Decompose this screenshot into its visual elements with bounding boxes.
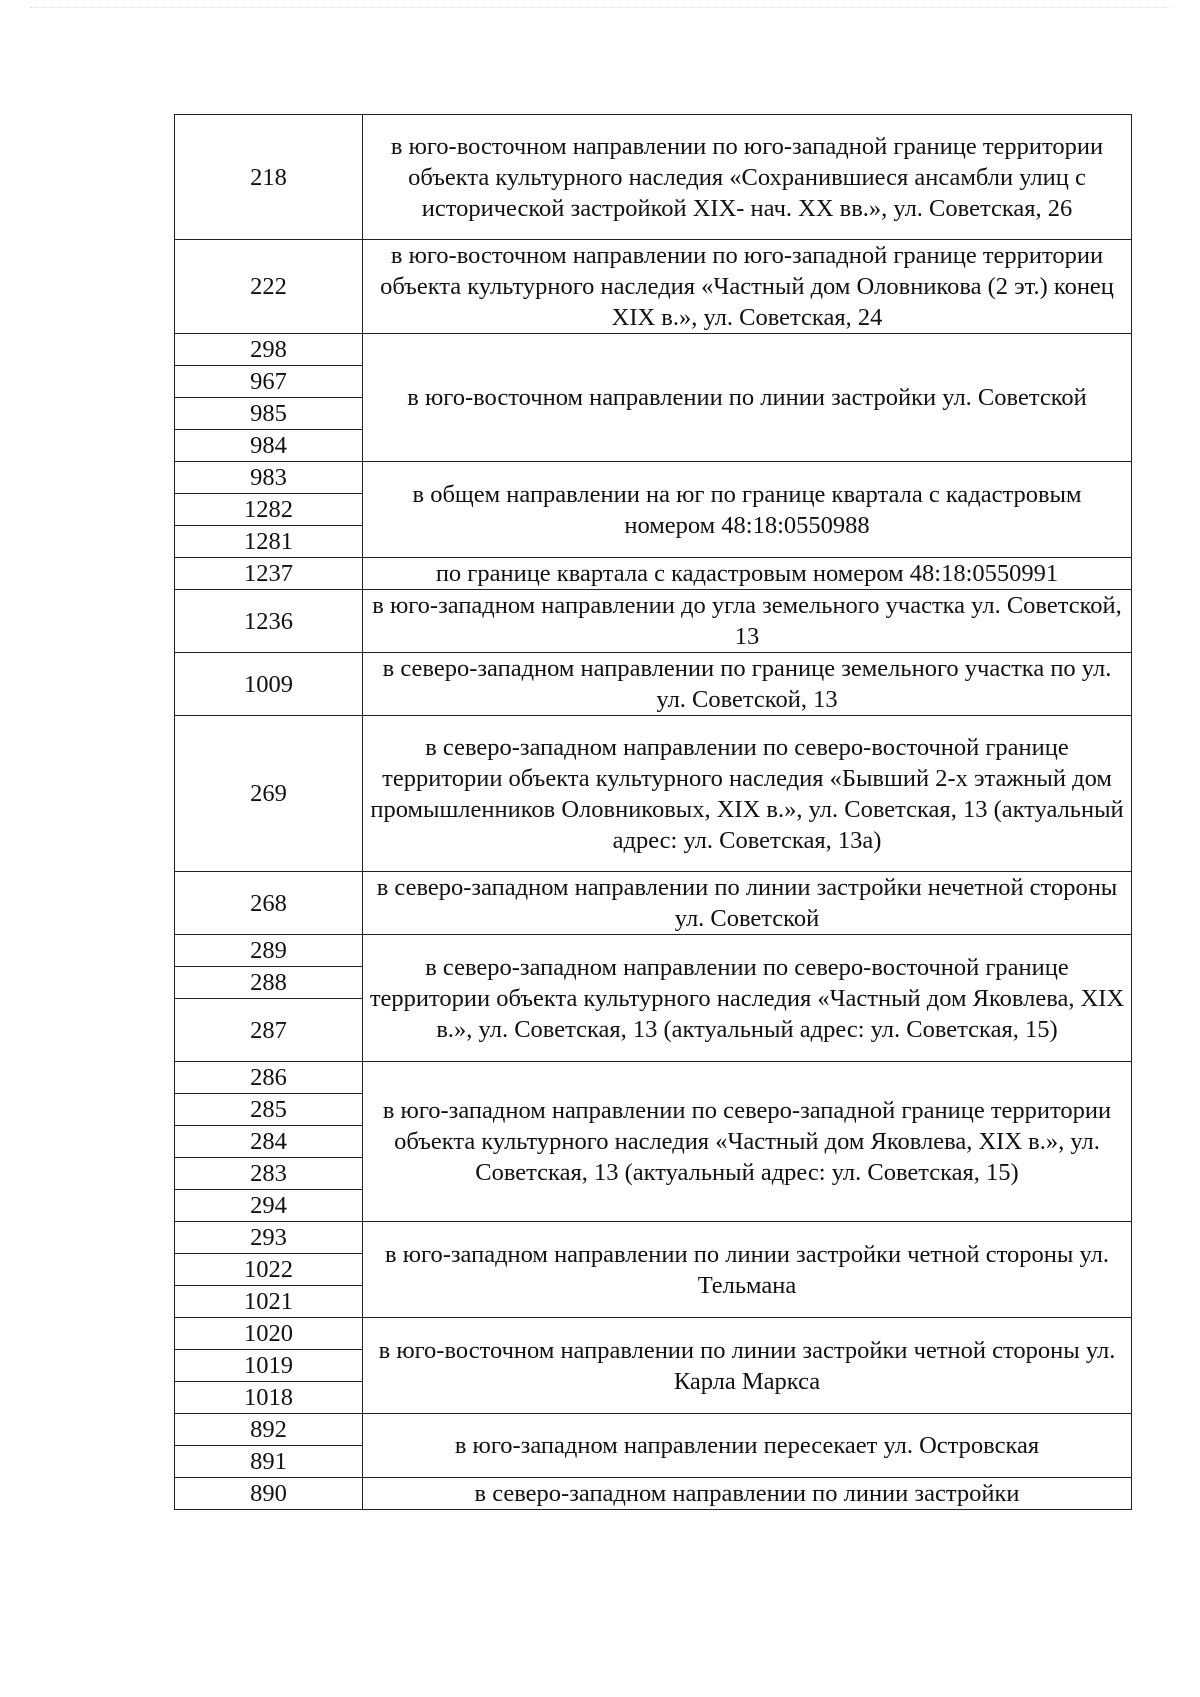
boundary-description: в юго-восточном направлении по юго-западной границе территории объекта культурного наследия «Сохранившиеся ансамбли улиц с исторической застройкой XIX- нач. XX вв.», ул. Советская, 26 (363, 115, 1132, 240)
table-row (175, 1062, 1132, 1094)
point-number: 285 (175, 1094, 363, 1126)
table-row (175, 115, 1132, 240)
point-number: 293 (175, 1222, 363, 1254)
boundary-description: в юго-восточном направлении по линии застройки ул. Советской (363, 334, 1132, 462)
point-number: 1236 (175, 590, 363, 653)
boundary-description: в северо-западном направлении по границе земельного участка по ул. ул. Советской, 13 (363, 653, 1132, 716)
table-row (175, 1478, 1132, 1510)
table-row (175, 334, 1132, 366)
table-row (175, 716, 1132, 872)
point-number: 222 (175, 240, 363, 334)
table-row (175, 462, 1132, 494)
point-number: 890 (175, 1478, 363, 1510)
boundary-description: в северо-западном направлении по линии застройки (363, 1478, 1132, 1510)
point-number: 1281 (175, 526, 363, 558)
point-number: 1282 (175, 494, 363, 526)
point-number: 284 (175, 1126, 363, 1158)
point-number: 1009 (175, 653, 363, 716)
point-number: 1020 (175, 1318, 363, 1350)
point-number: 892 (175, 1414, 363, 1446)
boundary-description: по границе квартала с кадастровым номером 48:18:0550991 (363, 558, 1132, 590)
boundary-description: в юго-западном направлении по линии застройки четной стороны ул. Тельмана (363, 1222, 1132, 1318)
point-number: 294 (175, 1190, 363, 1222)
boundary-description: в северо-западном направлении по линии застройки нечетной стороны ул. Советской (363, 872, 1132, 935)
point-number: 288 (175, 967, 363, 999)
boundary-table (174, 114, 1132, 1510)
point-number: 984 (175, 430, 363, 462)
boundary-description: в юго-западном направлении пересекает ул. Островская (363, 1414, 1132, 1478)
point-number: 286 (175, 1062, 363, 1094)
point-number: 983 (175, 462, 363, 494)
point-number: 1237 (175, 558, 363, 590)
boundary-description: в общем направлении на юг по границе квартала с кадастровым номером 48:18:0550988 (363, 462, 1132, 558)
point-number: 1019 (175, 1350, 363, 1382)
boundary-description: в юго-западном направлении по северо-западной границе территории объекта культурного наследия «Частный дом Яковлева, XIX в.», ул. Советская, 13 (актуальный адрес: ул. Советская, 15) (363, 1062, 1132, 1222)
point-number: 218 (175, 115, 363, 240)
table-row (175, 1318, 1132, 1350)
table-row (175, 558, 1132, 590)
boundary-description: в юго-западном направлении до угла земельного участка ул. Советской, 13 (363, 590, 1132, 653)
point-number: 269 (175, 716, 363, 872)
table-row (175, 872, 1132, 935)
point-number: 967 (175, 366, 363, 398)
point-number: 1022 (175, 1254, 363, 1286)
point-number: 891 (175, 1446, 363, 1478)
table-row (175, 590, 1132, 653)
table-row (175, 1414, 1132, 1446)
point-number: 985 (175, 398, 363, 430)
table-row (175, 935, 1132, 967)
point-number: 287 (175, 999, 363, 1062)
table-row (175, 1222, 1132, 1254)
boundary-description: в северо-западном направлении по северо-восточной границе территории объекта культурного наследия «Бывший 2-х этажный дом промышленников Оловниковых, XIX в.», ул. Советская, 13 (актуальный адрес: ул. Советская, 13а) (363, 716, 1132, 872)
boundary-description: в северо-западном направлении по северо-восточной границе территории объекта культурного наследия «Частный дом Яковлева, XIX в.», ул. Советская, 13 (актуальный адрес: ул. Советская, 15) (363, 935, 1132, 1062)
boundary-description: в юго-восточном направлении по юго-западной границе территории объекта культурного наследия «Частный дом Оловникова (2 эт.) конец XIX в.», ул. Советская, 24 (363, 240, 1132, 334)
table-row (175, 653, 1132, 716)
point-number: 289 (175, 935, 363, 967)
table-row (175, 240, 1132, 334)
boundary-description: в юго-восточном направлении по линии застройки четной стороны ул. Карла Маркса (363, 1318, 1132, 1414)
point-number: 268 (175, 872, 363, 935)
point-number: 1021 (175, 1286, 363, 1318)
point-number: 1018 (175, 1382, 363, 1414)
scan-artifact (30, 7, 1170, 11)
point-number: 283 (175, 1158, 363, 1190)
point-number: 298 (175, 334, 363, 366)
